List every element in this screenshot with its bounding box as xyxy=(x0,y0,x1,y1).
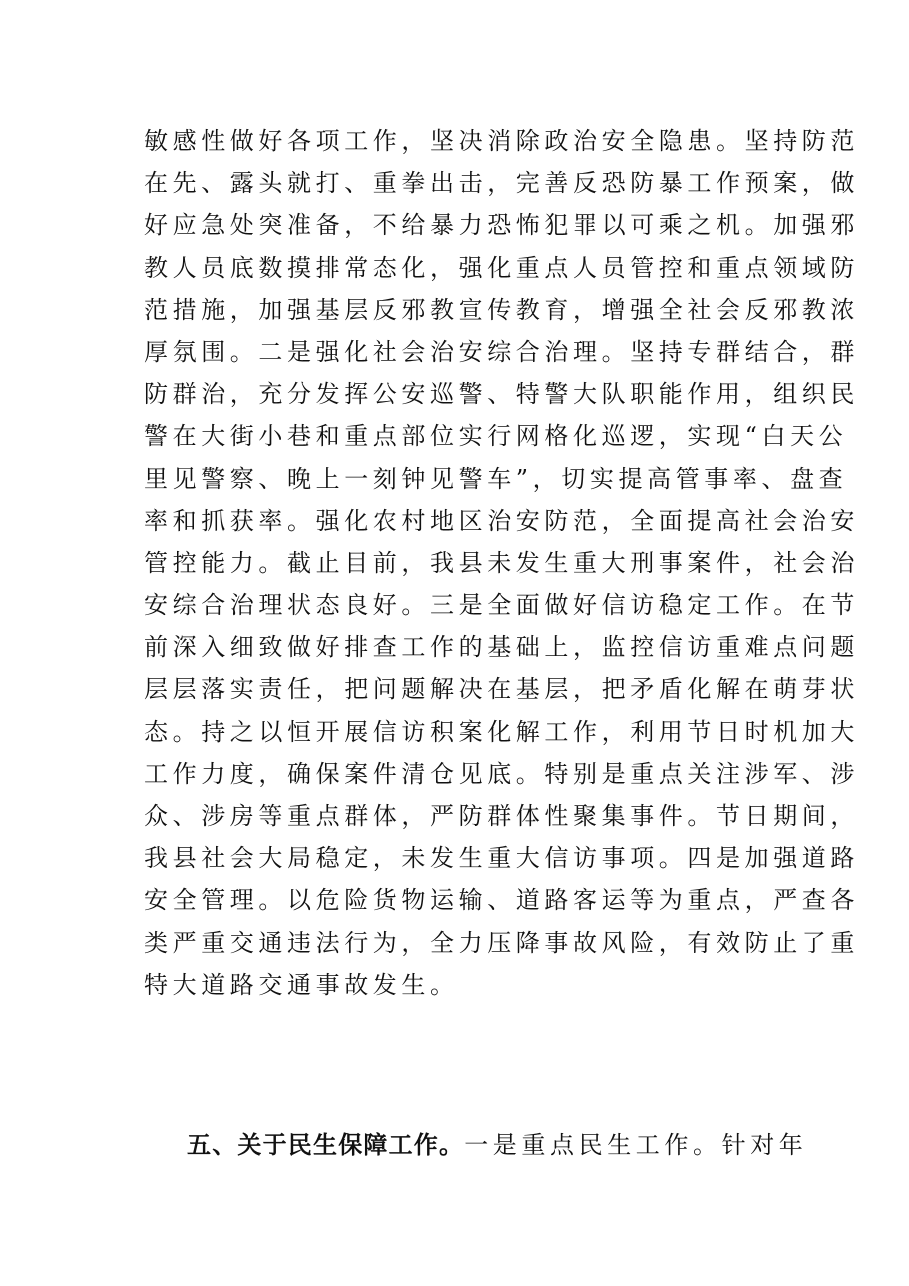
section-heading: 五、关于民生保障工作。 xyxy=(187,1131,465,1159)
text-line: 里见警察、晚上一刻钟见警车”，切实提高管事率、盘查 xyxy=(144,464,848,493)
text-line: 特大道路交通事故发生。 xyxy=(144,970,459,999)
text-line: 范措施，加强基层反邪教宣传教育，增强全社会反邪教浓 xyxy=(144,295,859,324)
text-line: 厚氛围。二是强化社会治安综合治理。坚持专群结合，群 xyxy=(144,337,859,366)
text-line: 安综合治理状态良好。三是全面做好信访稳定工作。在节 xyxy=(144,591,859,620)
text-line: 警在大街小巷和重点部位实行网格化巡逻，实现“白天公 xyxy=(144,422,848,451)
section-heading-line xyxy=(187,1124,807,1166)
text-line: 管控能力。截止目前，我县未发生重大刑事案件，社会治 xyxy=(144,548,859,577)
text-line: 层层落实责任，把问题解决在基层，把矛盾化解在萌芽状 xyxy=(144,675,859,704)
body-paragraph xyxy=(144,120,859,1006)
text-line: 敏感性做好各项工作，坚决消除政治安全隐患。坚持防范 xyxy=(144,127,859,155)
section-text: 一是重点民生工作。针对年 xyxy=(464,1131,808,1159)
text-line: 工作力度，确保案件清仓见底。特别是重点关注涉军、涉 xyxy=(144,759,859,788)
text-line: 众、涉房等重点群体，严防群体性聚集事件。节日期间， xyxy=(144,802,859,830)
text-line: 前深入细致做好排查工作的基础上，监控信访重难点问题 xyxy=(144,633,859,662)
text-line: 类严重交通违法行为，全力压降事故风险，有效防止了重 xyxy=(144,928,859,957)
text-line: 在先、露头就打、重拳出击，完善反恐防暴工作预案，做 xyxy=(144,169,859,198)
text-line: 态。持之以恒开展信访积案化解工作，利用节日时机加大 xyxy=(144,717,859,746)
text-line: 好应急处突准备，不给暴力恐怖犯罪以可乘之机。加强邪 xyxy=(144,211,859,240)
text-line: 防群治，充分发挥公安巡警、特警大队职能作用，组织民 xyxy=(144,380,859,409)
text-line: 教人员底数摸排常态化，强化重点人员管控和重点领域防 xyxy=(144,253,859,282)
text-line: 我县社会大局稳定，未发生重大信访事项。四是加强道路 xyxy=(144,844,859,873)
text-line: 率和抓获率。强化农村地区治安防范，全面提高社会治安 xyxy=(144,506,859,535)
text-line: 安全管理。以危险货物运输、道路客运等为重点，严查各 xyxy=(144,886,859,915)
